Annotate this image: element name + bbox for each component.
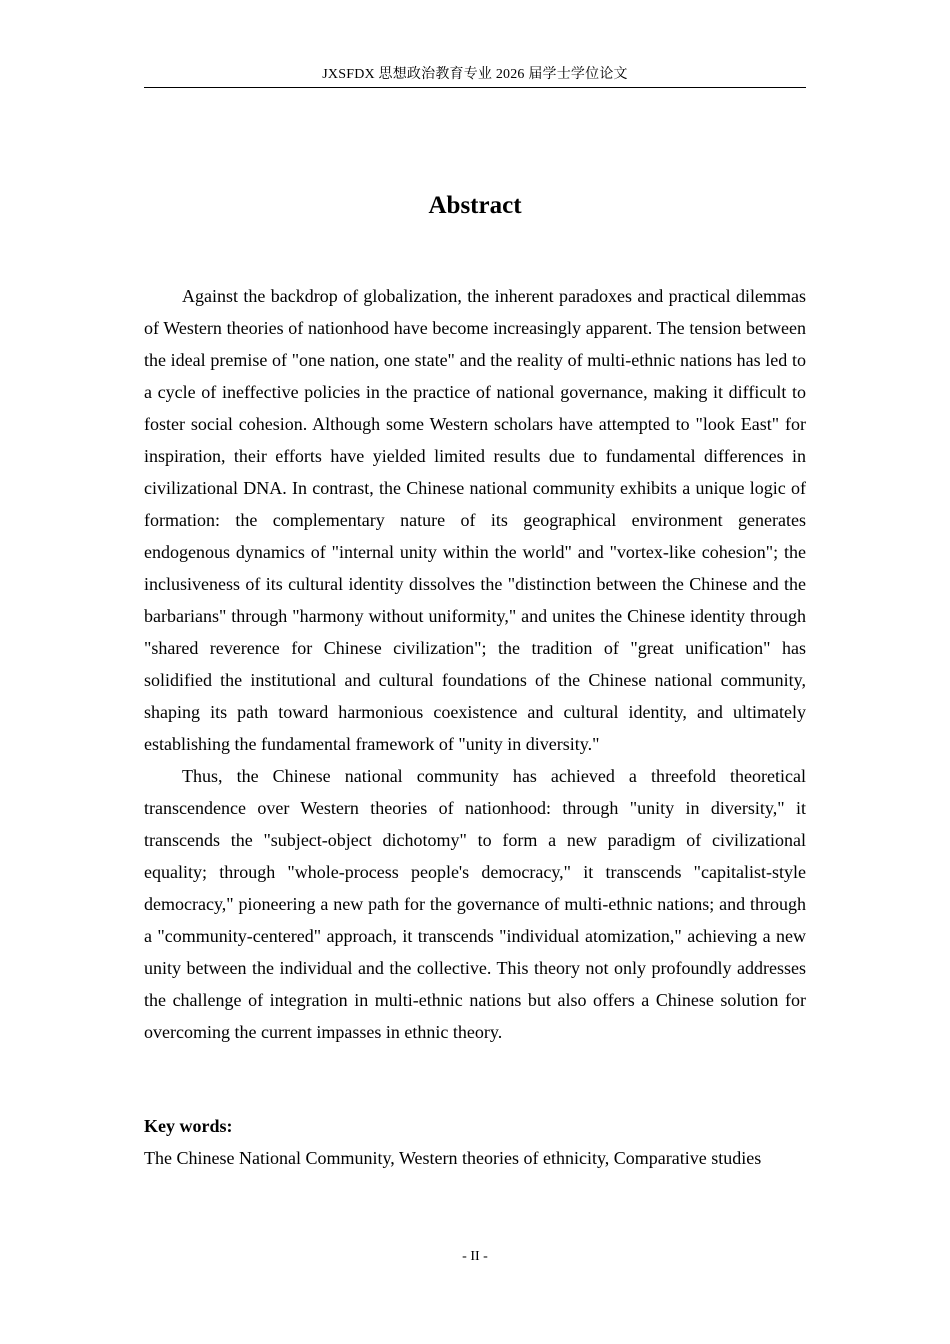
abstract-body <box>144 280 806 1048</box>
page-number: - II - <box>462 1249 488 1264</box>
header-divider <box>144 87 806 88</box>
abstract-paragraph-2: Thus, the Chinese national community has achieved a threefold theoretical transcendence over Western theories of nationhood: through "unity in diversity," it transcends the "subject-object dichotomy" to form a new paradigm of civilizational equality; through "whole-process people's democracy," it transcends "capitalist-style democracy," pioneering a new path for the governance of multi-ethnic nations; and through a "community-centered" approach, it transcends "individual atomization," achieving a new unity between the individual and the collective. This theory not only profoundly addresses the challenge of integration in multi-ethnic nations but also offers a Chinese solution for overcoming the current impasses in ethnic theory. <box>144 766 806 1042</box>
page-title: Abstract <box>428 192 522 219</box>
keywords-label: Key words: <box>144 1116 233 1136</box>
running-header: JXSFDX 思想政治教育专业 2026 届学士学位论文 <box>322 67 628 82</box>
abstract-paragraph-1: Against the backdrop of globalization, the inherent paradoxes and practical dilemmas of Western theories of nationhood have become increasingly apparent. The tension between the ideal premise of "one nation, one state" and the reality of multi-ethnic nations has led to a cycle of ineffective policies in the practice of national governance, making it difficult to foster social cohesion. Although some Western scholars have attempted to "look East" for inspiration, their efforts have yielded limited results due to fundamental differences in civilizational DNA. In contrast, the Chinese national community exhibits a unique logic of formation: the complementary nature of its geographical environment generates endogenous dynamics of "internal unity within the world" and "vortex-like cohesion"; the inclusiveness of its cultural identity dissolves the "distinction between the Chinese and the barbarians" through "harmony without uniformity," and unites the Chinese identity through "shared reverence for Chinese civilization"; the tradition of "great unification" has solidified the institutional and cultural foundations of the Chinese national community, shaping its path toward harmonious coexistence and cultural identity, and ultimately establishing the fundamental framework of "unity in diversity." <box>144 286 806 754</box>
keywords-list: The Chinese National Community, Western theories of ethnicity, Comparative studies <box>144 1148 762 1168</box>
